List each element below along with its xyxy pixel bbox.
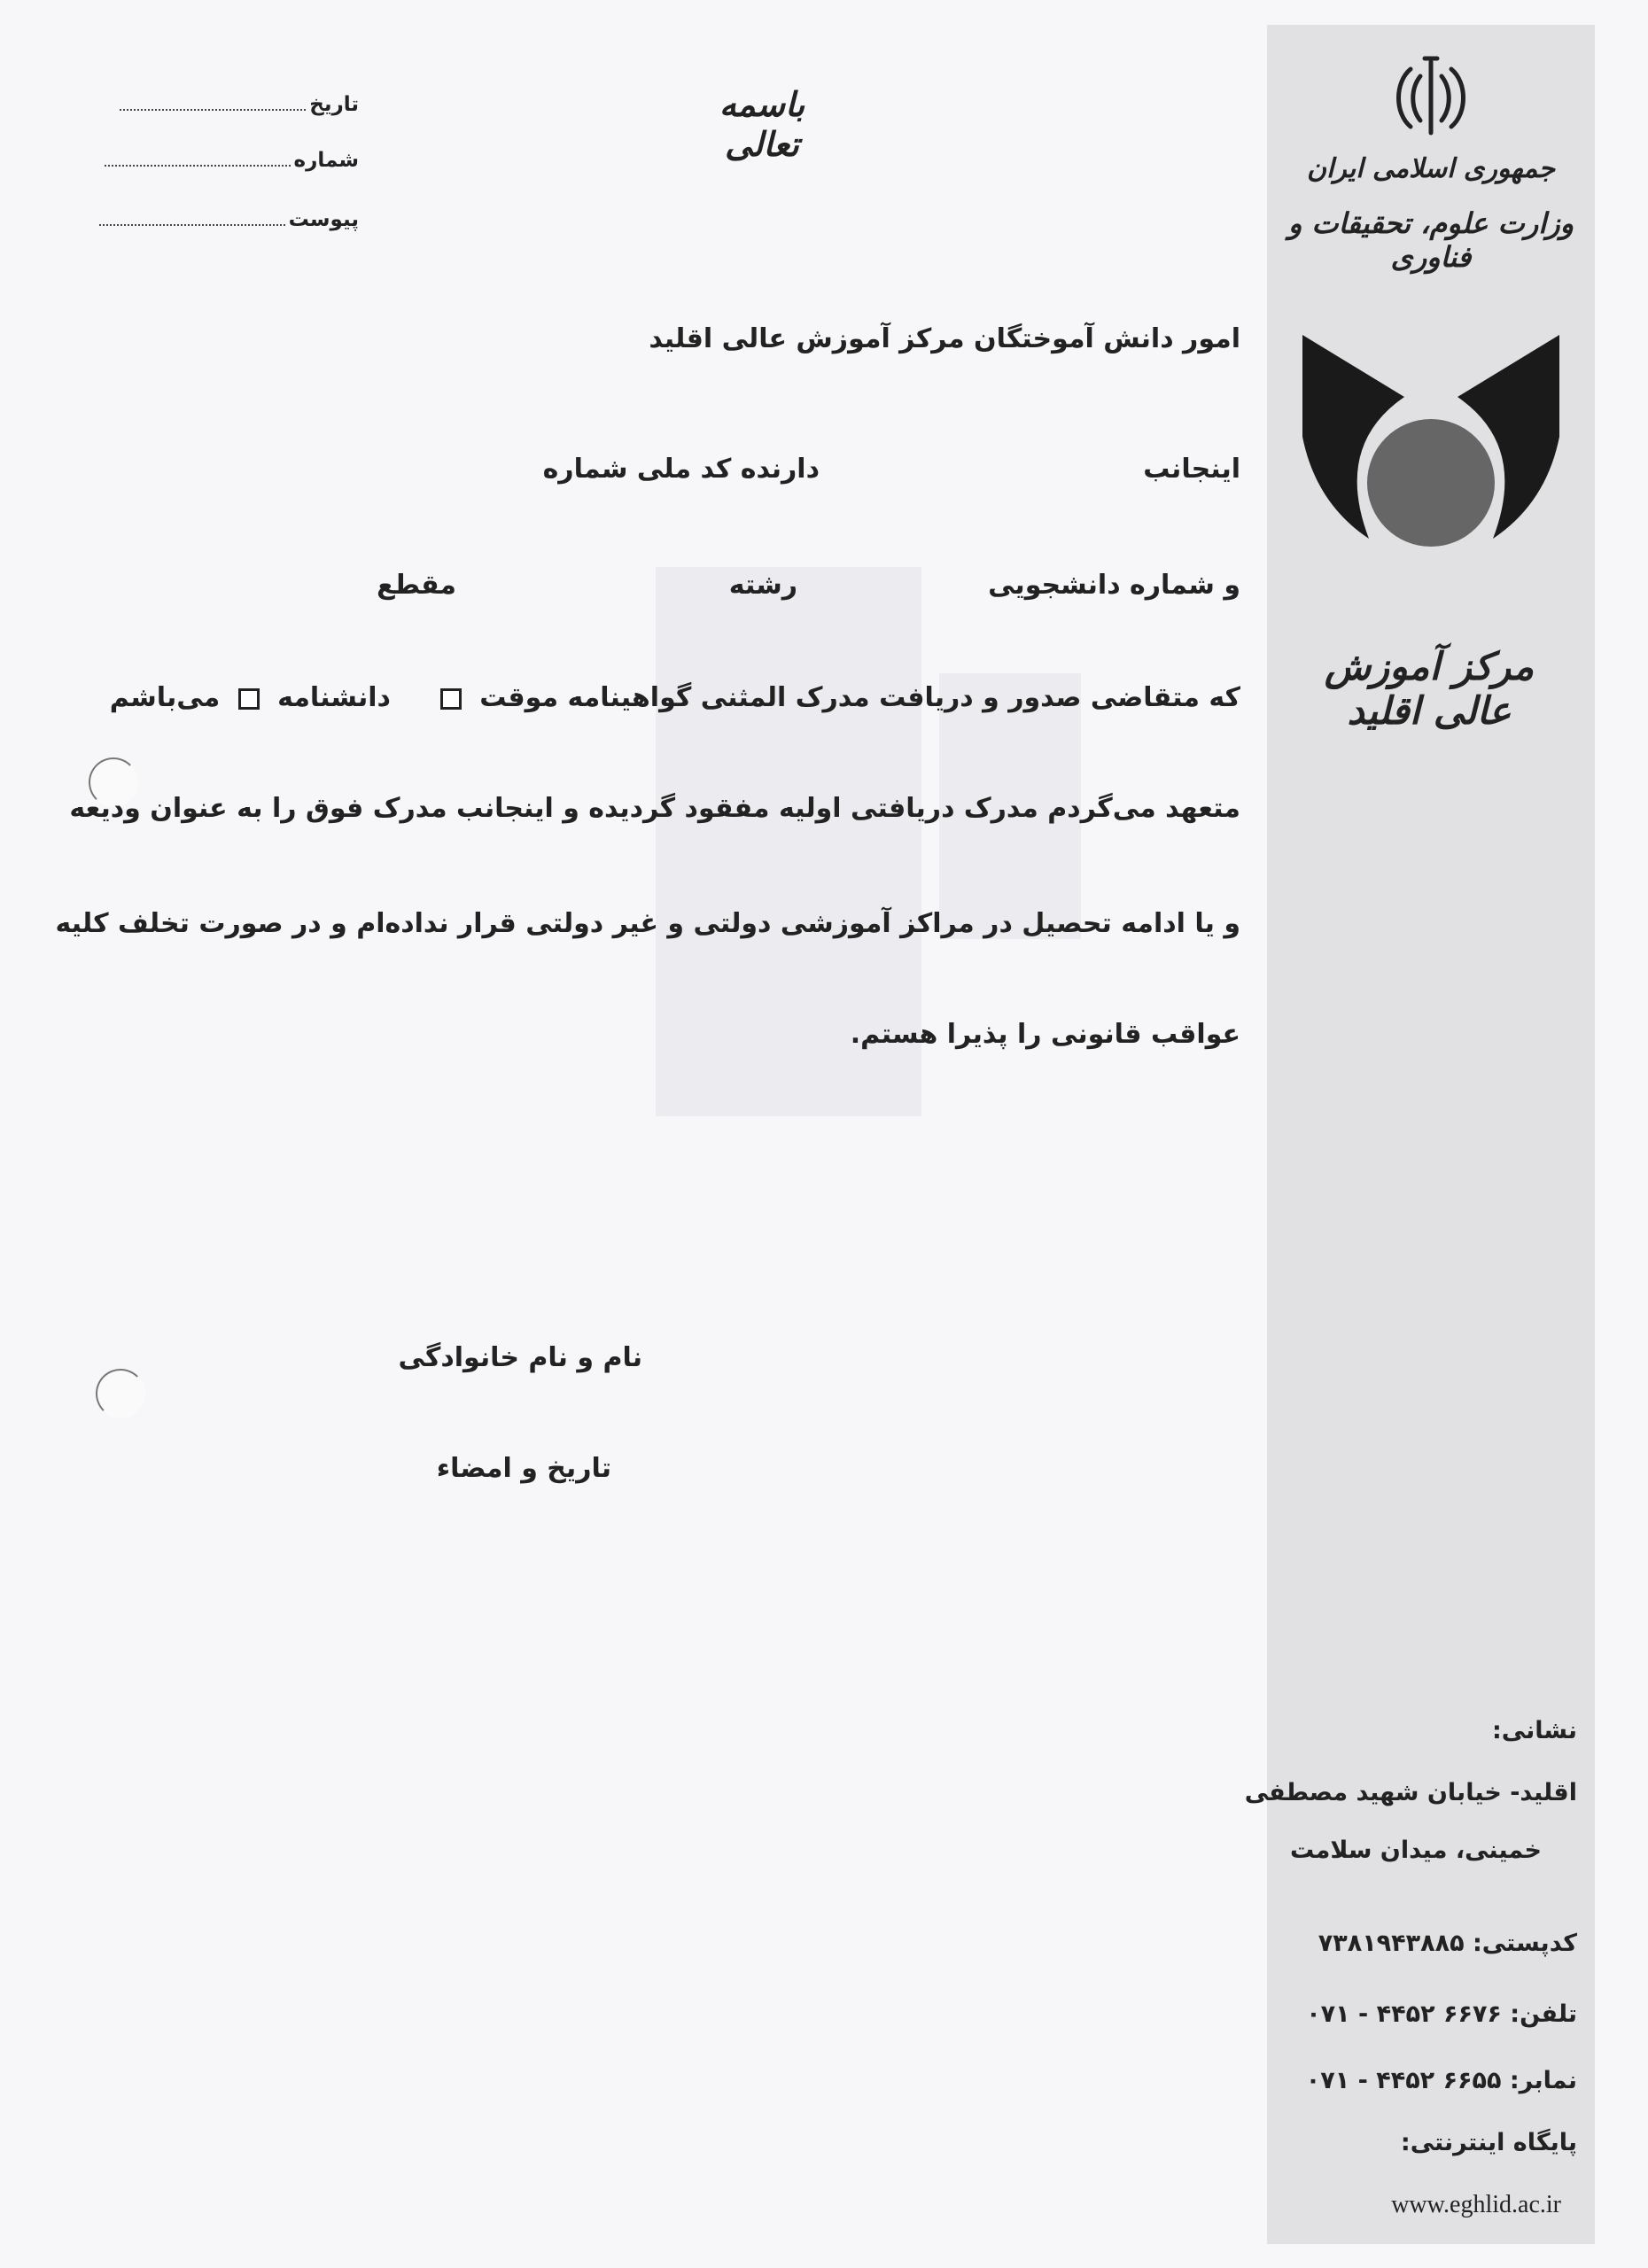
degree-level-label: مقطع — [377, 570, 456, 601]
major-label: رشته — [728, 570, 797, 601]
diploma-checkbox[interactable] — [238, 688, 260, 710]
bismillah: باسمه تعالی — [719, 84, 805, 164]
request-line — [110, 682, 1240, 713]
attachment-label: پیوست — [288, 208, 359, 231]
student-number-label: و شماره دانشجویی — [988, 570, 1240, 601]
attachment-dots — [99, 224, 285, 226]
date-field — [120, 93, 359, 116]
center-logo-icon — [1298, 330, 1564, 592]
commitment-line-2: و یا ادامه تحصیل در مراکز آموزشی دولتی و غیر دولتی قرار نداده‌ام و در صورت تخلف کلیه — [55, 908, 1240, 939]
self-label: اینجانب — [1143, 454, 1240, 485]
website-link[interactable]: www.eghlid.ac.ir — [1391, 2191, 1561, 2218]
full-name-label: نام و نام خانوادگی — [398, 1342, 642, 1373]
recipient-line: امور دانش آموختگان مرکز آموزش عالی اقلید — [649, 323, 1240, 354]
commitment-line-1: متعهد می‌گردم مدرک دریافتی اولیه مفقود گردیده و اینجانب مدرک فوق را به عنوان ودیعه — [69, 793, 1240, 824]
address-title: نشانی: — [1491, 1717, 1577, 1744]
letterhead-sidebar — [1244, 25, 1595, 2244]
number-dots — [105, 165, 291, 167]
commitment-line-3: عواقب قانونی را پذیرا هستم. — [850, 1019, 1240, 1050]
punch-hole — [96, 1369, 145, 1418]
temporary-certificate-checkbox[interactable] — [440, 688, 462, 710]
fax-number: نمابر: ۶۶۵۵ ۴۴۵۲ - ۰۷۱ — [1305, 2067, 1577, 2094]
phone-number: تلفن: ۶۶۷۶ ۴۴۵۲ - ۰۷۱ — [1306, 2000, 1577, 2028]
date-dots — [120, 109, 306, 111]
website-label: پایگاه اینترنتی: — [1400, 2129, 1577, 2156]
ministry-name: وزارت علوم، تحقیقات و فناوری — [1287, 206, 1574, 274]
address-line-2: خمینی، میدان سلامت — [1290, 1837, 1542, 1864]
date-signature-label: تاریخ و امضاء — [436, 1453, 611, 1484]
request-suffix: می‌باشم — [109, 682, 221, 713]
diploma-label: دانشنامه — [277, 682, 391, 713]
postal-code: کدپستی: ۷۳۸۱۹۴۳۸۸۵ — [1318, 1930, 1577, 1957]
number-label: شماره — [293, 149, 359, 172]
number-field — [105, 149, 360, 172]
center-name: مرکز آموزش عالی اقلید — [1324, 645, 1535, 734]
country-name: جمهوری اسلامی ایران — [1306, 153, 1556, 184]
iran-emblem-icon — [1391, 51, 1471, 140]
address-line-1: اقلید- خیابان شهید مصطفی — [1244, 1779, 1577, 1806]
request-text: که متقاضی صدور و دریافت مدرک المثنی گواهینامه موقت — [479, 682, 1240, 713]
national-id-label: دارنده کد ملی شماره — [542, 454, 820, 485]
date-label: تاریخ — [309, 93, 359, 116]
attachment-field — [99, 208, 359, 231]
